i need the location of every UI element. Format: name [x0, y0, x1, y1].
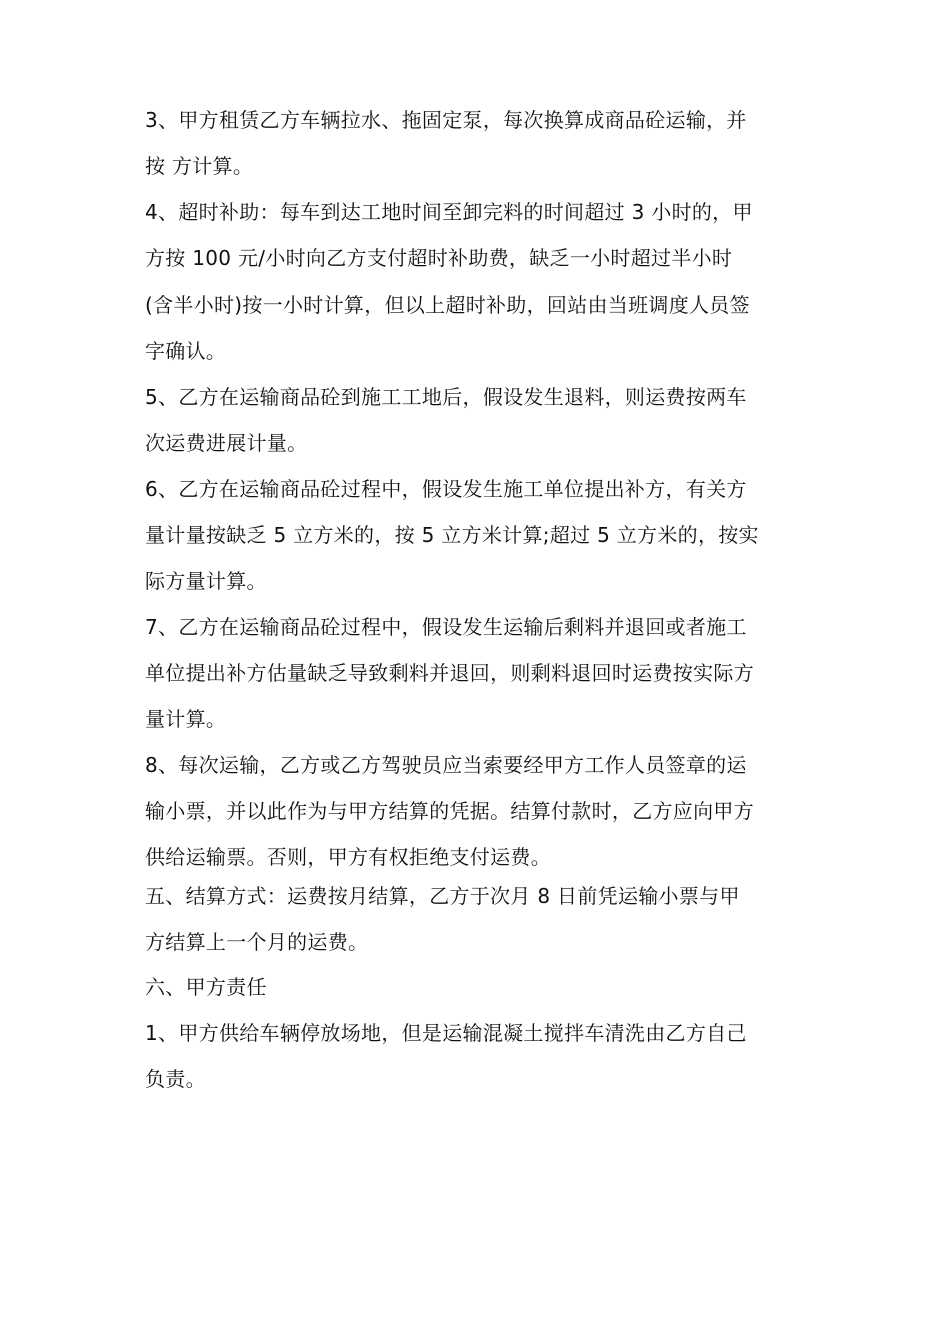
text-line: 负责。 — [145, 1067, 206, 1091]
text-line: 际方量计算。 — [145, 569, 267, 593]
text-line: 方按 100 元/小时向乙方支付超时补助费，缺乏一小时超过半小时 — [145, 246, 733, 270]
text-line: 次运费进展计量。 — [145, 431, 308, 455]
text-line: 8、每次运输，乙方或乙方驾驶员应当索要经甲方工作人员签章的运 — [145, 753, 747, 777]
text-line: 字确认。 — [145, 339, 227, 363]
text-line: (含半小时)按一小时计算，但以上超时补助，回站由当班调度人员签 — [145, 293, 750, 317]
text-line: 量计量按缺乏 5 立方米的，按 5 立方米计算;超过 5 立方米的，按实 — [145, 523, 759, 547]
text-line: 五、结算方式：运费按月结算，乙方于次月 8 日前凭运输小票与甲 — [145, 884, 740, 908]
text-line: 六、甲方责任 — [145, 975, 267, 999]
text-line: 1、甲方供给车辆停放场地，但是运输混凝土搅拌车清洗由乙方自己 — [145, 1021, 747, 1045]
text-line: 按 方计算。 — [145, 154, 254, 178]
text-line: 方结算上一个月的运费。 — [145, 930, 369, 954]
text-line: 6、乙方在运输商品砼过程中，假设发生施工单位提出补方，有关方 — [145, 477, 747, 501]
text-line: 3、甲方租赁乙方车辆拉水、拖固定泵，每次换算成商品砼运输，并 — [145, 108, 747, 132]
text-line: 量计算。 — [145, 707, 227, 731]
text-line: 5、乙方在运输商品砼到施工工地后，假设发生退料，则运费按两车 — [145, 385, 747, 409]
text-line: 4、超时补助：每车到达工地时间至卸完料的时间超过 3 小时的，甲 — [145, 200, 753, 224]
text-line: 供给运输票。否则，甲方有权拒绝支付运费。 — [145, 845, 551, 869]
text-line: 7、乙方在运输商品砼过程中，假设发生运输后剩料并退回或者施工 — [145, 615, 747, 639]
text-line: 输小票，并以此作为与甲方结算的凭据。结算付款时，乙方应向甲方 — [145, 799, 754, 823]
text-line: 单位提出补方估量缺乏导致剩料并退回，则剩料退回时运费按实际方 — [145, 661, 754, 685]
